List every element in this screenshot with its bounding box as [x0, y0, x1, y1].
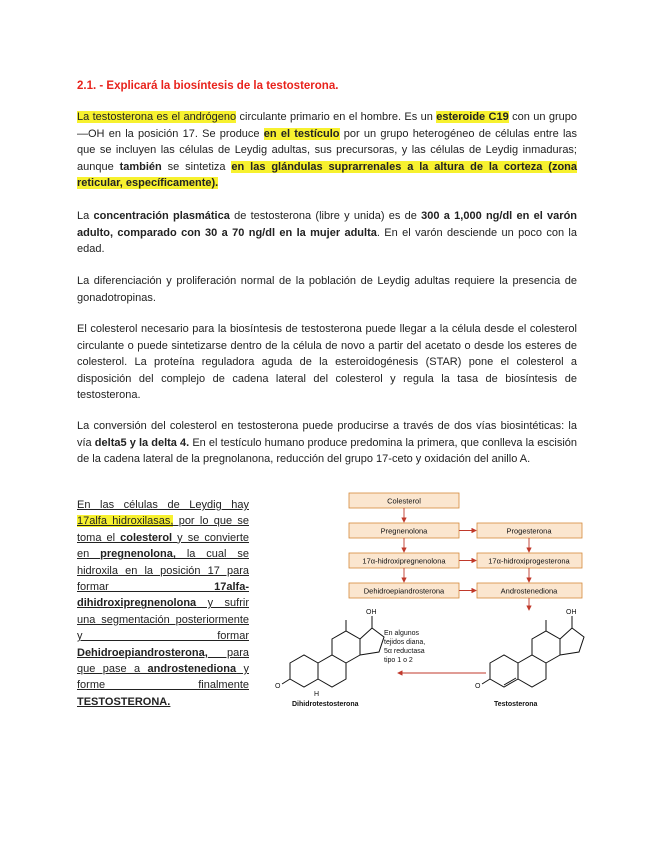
text-run: de testosterona (libre y unida) es de — [229, 210, 422, 222]
bold-text: Dehidroepiandrosterona, — [77, 646, 208, 659]
side-column-text — [77, 497, 249, 710]
text-run: La — [77, 210, 94, 222]
paragraph-leydig: La diferenciación y proliferación normal de la población de Leydig adultas requiere la presencia de gonadotropinas. — [77, 275, 577, 304]
highlight-bold-text: esteroide C19 — [436, 111, 509, 123]
highlight-bold-text: en el testículo — [263, 127, 340, 140]
box-label: 17α-hidroxiprogesterona — [488, 556, 570, 566]
box-hidroxiprogesterona — [477, 553, 582, 568]
dihydrotestosterone-structure — [275, 609, 384, 698]
bold-text: concentración plasmática — [93, 210, 230, 222]
bold-text: TESTOSTERONA. — [77, 695, 171, 708]
box-label: Colesterol — [387, 496, 421, 506]
text-run: y sufrir una segmentación posteriormente y formar — [77, 597, 249, 643]
text-run: por un grupo heterogéneo de células entre las que se incluyen las células de Leydig adultas, sus precursoras, y las células de Leydig inmaduras; aunque — [77, 127, 578, 173]
biosynthesis-diagram — [268, 488, 588, 718]
paragraph-concentration — [77, 208, 577, 258]
box-label: Pregnenolona — [380, 526, 428, 536]
box-dehidroepiandrosterona — [349, 583, 459, 598]
bold-text: 300 a 1,000 ng/dl en el varón adulto, comparado con 30 a 70 ng/dl en la mujer adulta — [77, 210, 578, 239]
bold-text: delta5 y la delta 4. — [94, 436, 190, 449]
caption-testosterone: Testosterona — [494, 701, 538, 708]
box-label: Dehidroepiandrosterona — [363, 586, 445, 596]
paragraph-intro — [77, 109, 577, 192]
caption-dihydrotestosterone: Dihidrotestosterona — [292, 701, 359, 708]
bold-text: androstenediona — [147, 663, 237, 676]
oxygen-label: O — [475, 683, 481, 690]
box-hidroxipregnenolona — [349, 553, 459, 568]
text-run: la cual se hidroxila en la posición 17 para formar — [77, 548, 249, 594]
bold-text: también — [119, 160, 162, 173]
text-run: En el testículo humano produce predomina la primera, que conlleva la escisión de la cadena lateral de la pregnolanona, reducción del grupo 17-ceto y oxidación del anillo A. — [77, 436, 577, 465]
box-pregnenolona — [349, 523, 459, 538]
note-line: tipo 1 o 2 — [384, 657, 413, 664]
bold-text: colesterol — [120, 531, 173, 544]
highlight-text: 17alfa hidroxilasas, — [77, 515, 174, 528]
note-line: tejidos diana, — [384, 639, 426, 646]
text-run: La conversión del colesterol en testosterona puede producirse a través de dos vías biosintéticas: la vía — [77, 420, 577, 449]
section-heading: 2.1. - Explicará la biosíntesis de la testosterona. — [77, 80, 339, 92]
hydroxyl-label: OH — [366, 609, 377, 616]
text-run: y forme finalmente — [77, 663, 249, 692]
paragraph-conversion — [77, 418, 577, 468]
box-colesterol — [349, 493, 459, 508]
note-line: En algunos — [384, 630, 420, 637]
box-label: 17α-hidroxipregnenolona — [362, 556, 446, 566]
box-label: Progesterona — [506, 526, 552, 536]
box-label: Androstenediona — [500, 586, 558, 596]
testosterone-structure — [475, 609, 584, 690]
hydroxyl-label: OH — [566, 609, 577, 616]
hydrogen-label: H — [314, 691, 320, 698]
oxygen-label: O — [275, 683, 281, 690]
text-run: se sintetiza — [161, 160, 232, 173]
text-run: En las células de Leydig hay — [77, 499, 249, 511]
text-run: . En el varón desciende un poco con la edad. — [77, 226, 577, 255]
text-run: circulante primario en el hombre. Es un — [236, 111, 437, 123]
text-run: por lo que se toma el — [77, 515, 249, 544]
box-androstenediona — [477, 583, 582, 598]
note-line: 5α reductasa — [384, 648, 425, 655]
text-run: y se convierte en — [77, 531, 249, 561]
text-run: para que pase a — [77, 646, 249, 676]
reductase-note — [384, 630, 425, 664]
text-run: con un grupo —OH en la posición 17. Se produce — [77, 111, 578, 140]
highlight-text: La testosterona es el andrógeno — [77, 111, 237, 123]
paragraph-cholesterol: El colesterol necesario para la biosíntesis de testosterona puede llegar a la célula desde el colesterol circulante o puede sintetizarse dentro de la célula de novo a partir del acetato o desde los esteres de colesterol. La proteína reguladora aguda de la esteroidogénesis (STAR) pone el colesterol a disposición del complejo de cadena lateral del colesterol y regula la tasa de biosíntesis de testosterona. — [77, 323, 577, 401]
bold-text: 17alfa-dihidroxipregnenolona — [77, 581, 249, 610]
box-progesterona — [477, 523, 582, 538]
highlight-bold-text: en las glándulas suprarrenales a la altura de la corteza (zona reticular, específicamente). — [77, 160, 578, 189]
bold-text: pregnenolona, — [100, 548, 176, 561]
